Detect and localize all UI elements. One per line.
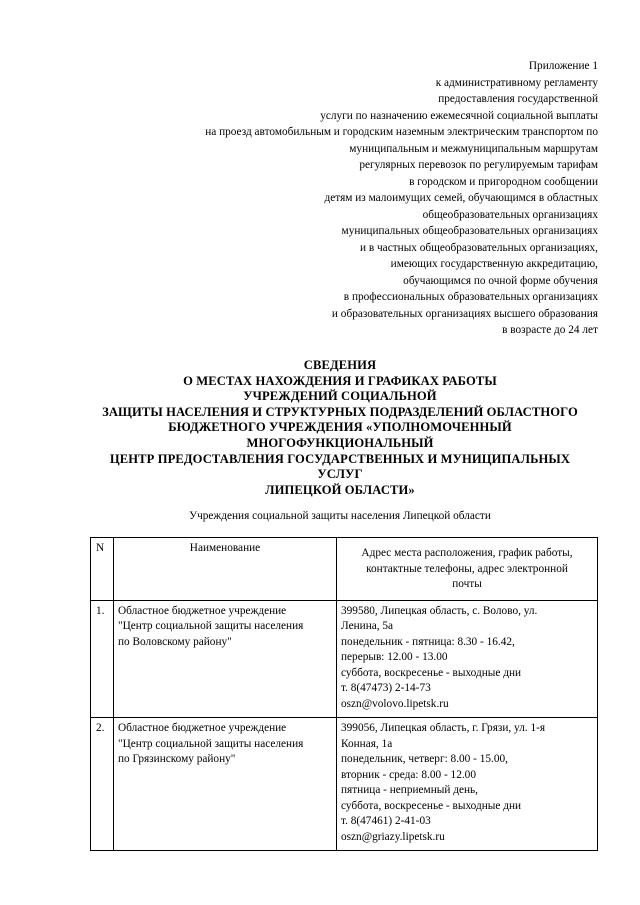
- appendix-line: муниципальным и межмуниципальным маршрутам: [349, 142, 598, 155]
- appendix-line: и образовательных организациях высшего образования: [331, 307, 598, 320]
- address-line: суббота, воскресенье - выходные дни: [341, 799, 522, 812]
- column-header-number: N: [91, 538, 114, 601]
- header-address-line: контактные телефоны, адрес электронной: [366, 562, 568, 575]
- appendix-line: услуги по назначению ежемесячной социальной выплаты: [320, 109, 598, 122]
- header-address-line: почты: [452, 578, 482, 590]
- address-line: Конная, 1а: [341, 737, 393, 750]
- phone-line: т. 8(47461) 2-41-03: [341, 815, 431, 827]
- address-line: вторник - среда: 8.00 - 12.00: [341, 768, 476, 781]
- appendix-line: детям из малоимущих семей, обучающимся в областных: [324, 192, 598, 204]
- title-line: О МЕСТАХ НАХОЖДЕНИЯ И ГРАФИКАХ РАБОТЫ: [183, 373, 497, 388]
- name-line: по Воловскому району": [118, 635, 232, 648]
- name-line: "Центр социальной защиты населения: [118, 737, 304, 750]
- appendix-line: в возрасте до 24 лет: [502, 324, 598, 336]
- institution-address: [337, 600, 598, 718]
- address-line: суббота, воскресенье - выходные дни: [341, 666, 522, 679]
- name-line: Областное бюджетное учреждение: [118, 722, 287, 734]
- title-line: ЛИПЕЦКОЙ ОБЛАСТИ»: [265, 482, 415, 497]
- title-line: УЧРЕЖДЕНИЙ СОЦИАЛЬНОЙ: [243, 389, 437, 404]
- phone-line: т. 8(47473) 2-14-73: [341, 682, 431, 694]
- table-row: [91, 718, 598, 851]
- appendix-line: на проезд автомобильным и городским наземным электрическим транспортом по: [205, 126, 598, 138]
- appendix-line: общеобразовательных организациях: [422, 208, 598, 221]
- appendix-line: в городском и пригородном сообщении: [409, 175, 598, 188]
- title-line: ЗАЩИТЫ НАСЕЛЕНИЯ И СТРУКТУРНЫХ ПОДРАЗДЕЛЕНИЙ ОБЛАСТНОГО: [102, 404, 578, 419]
- appendix-line: к административному регламенту: [435, 76, 598, 89]
- appendix-line: муниципальных общеобразовательных организациях: [341, 225, 598, 237]
- table-row: [91, 600, 598, 718]
- institution-address: [337, 718, 598, 851]
- row-number: 1.: [91, 600, 114, 718]
- title-line: БЮДЖЕТНОГО УЧРЕЖДЕНИЯ «УПОЛНОМОЧЕННЫЙ: [168, 420, 512, 435]
- institutions-table: [90, 537, 598, 851]
- appendix-line: Приложение 1: [528, 60, 598, 72]
- name-line: Областное бюджетное учреждение: [118, 604, 287, 617]
- title-line: ЦЕНТР ПРЕДОСТАВЛЕНИЯ ГОСУДАРСТВЕННЫХ И МУНИЦИПАЛЬНЫХ: [109, 451, 571, 466]
- appendix-line: имеющих государственную аккредитацию,: [390, 258, 598, 270]
- address-line: 399056, Липецкая область, г. Грязи, ул. 1-я: [341, 722, 546, 734]
- appendix-line: предоставления государственной: [438, 93, 598, 105]
- address-line: понедельник, четверг: 8.00 - 15.00,: [341, 753, 508, 765]
- table-caption: Учреждения социальной защиты населения Липецкой области: [189, 510, 491, 522]
- email-line: oszn@volovo.lipetsk.ru: [341, 697, 449, 710]
- institution-name: [114, 600, 337, 718]
- appendix-line: регулярных перевозок по регулируемым тарифам: [359, 159, 598, 171]
- appendix-line: и в частных общеобразовательных организациях,: [359, 241, 598, 254]
- column-header-address: [337, 538, 598, 601]
- appendix-header: [98, 58, 598, 339]
- title-line: УСЛУГ: [317, 467, 363, 482]
- institution-name: [114, 718, 337, 851]
- email-line: oszn@griazy.lipetsk.ru: [341, 830, 445, 843]
- document-title: [60, 358, 620, 498]
- address-line: пятница - неприемный день,: [341, 784, 478, 796]
- address-line: перерыв: 12.00 - 13.00: [341, 651, 448, 663]
- header-address-line: Адрес места расположения, график работы,: [361, 547, 573, 559]
- row-number: 2.: [91, 718, 114, 851]
- address-line: понедельник - пятница: 8.30 - 16.42,: [341, 635, 515, 648]
- title-line: СВЕДЕНИЯ: [303, 358, 377, 372]
- appendix-line: обучающимся по очной форме обучения: [403, 274, 598, 287]
- table-header-row: [91, 538, 598, 601]
- column-header-name: Наименование: [114, 538, 337, 601]
- title-line: МНОГОФУНКЦИОНАЛЬНЫЙ: [246, 435, 434, 450]
- address-line: Ленина, 5а: [341, 620, 394, 632]
- name-line: "Центр социальной защиты населения: [118, 620, 304, 632]
- address-line: 399580, Липецкая область, с. Волово, ул.: [341, 604, 538, 617]
- name-line: по Грязинскому району": [118, 753, 236, 765]
- appendix-line: в профессиональных образовательных организациях: [343, 291, 598, 303]
